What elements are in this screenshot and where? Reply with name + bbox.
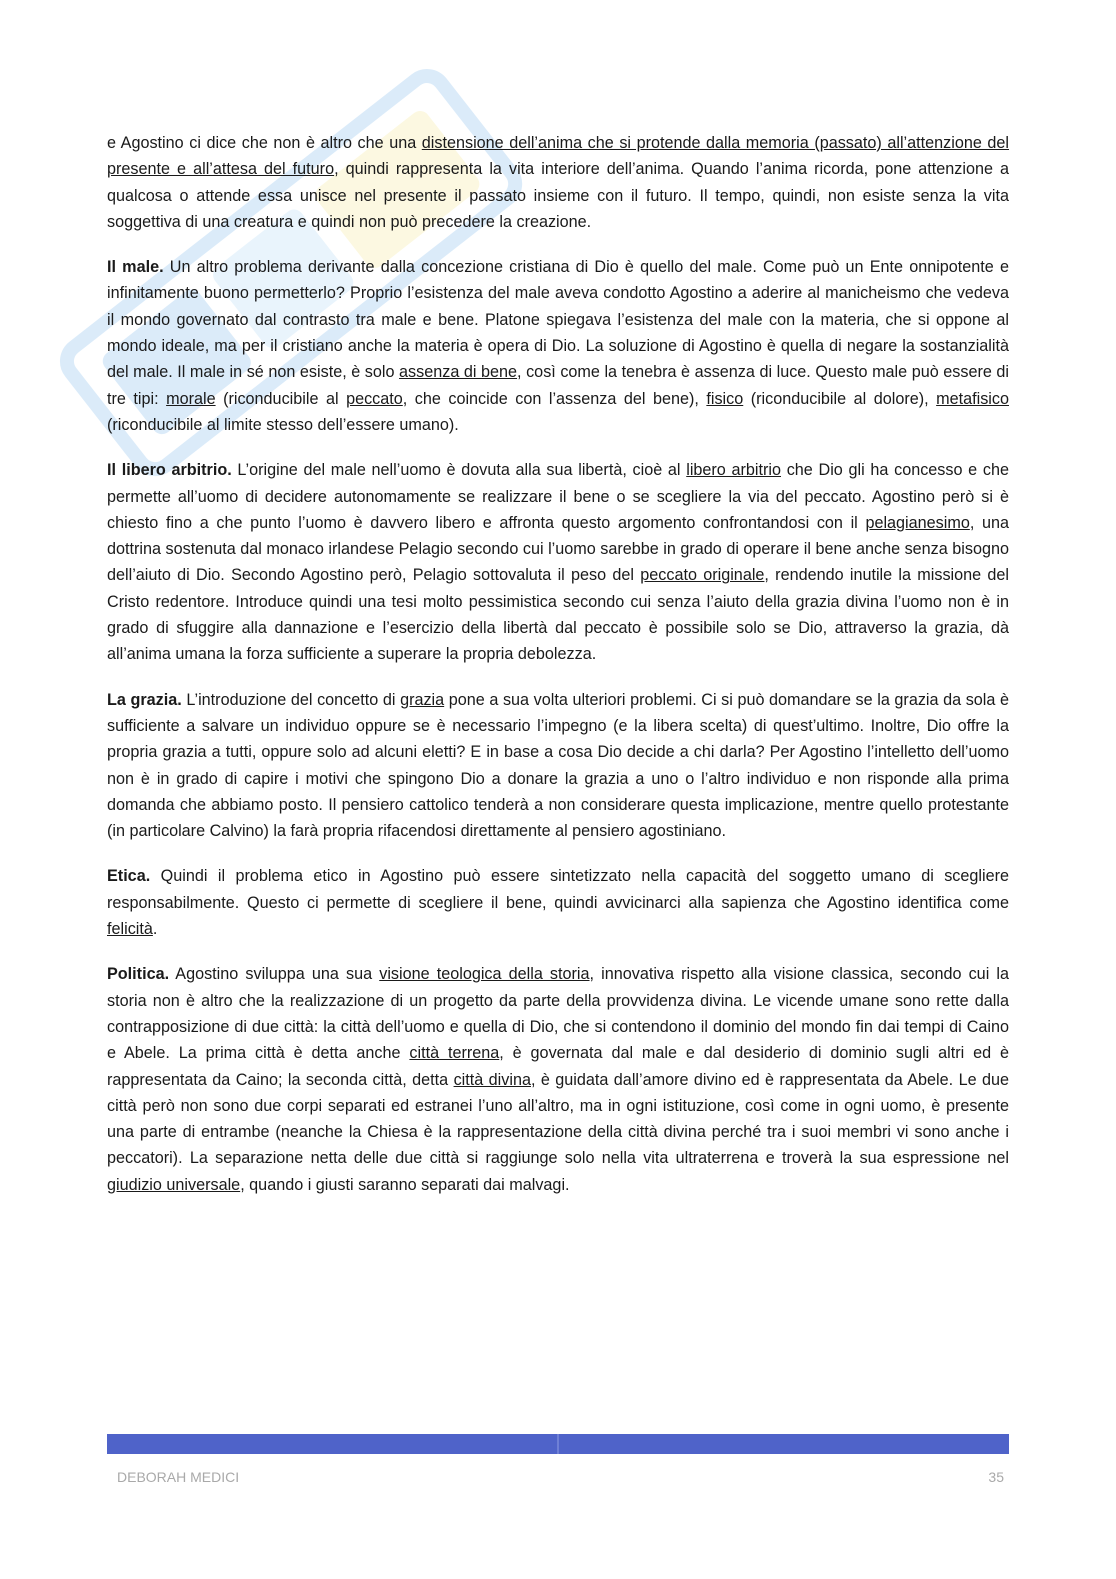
paragraph-politica bbox=[107, 961, 1009, 1198]
underlined-term: distensione dell’anima che si protende dalla memoria (passato) all’attenzione del presente e all’attesa del futuro bbox=[107, 134, 1010, 179]
section-heading: Il libero arbitrio. bbox=[107, 461, 232, 480]
paragraph-il-male bbox=[107, 254, 1009, 438]
text-run: , quando i giusti saranno separati dai malvagi. bbox=[240, 1175, 570, 1194]
text-run: , una dottrina sostenuta dal monaco irlandese Pelagio secondo cui l’uomo sarebbe in grado di operare il bene anche senza bisogno dell’aiuto di Dio. Secondo Agostino però, Pelagio sottovaluta il peso del bbox=[107, 513, 1009, 585]
underlined-term: metafisico bbox=[936, 389, 1009, 408]
section-heading: Etica. bbox=[107, 867, 151, 886]
underlined-term: peccato originale bbox=[640, 566, 765, 585]
text-run: , è guidata dall’amore divino ed è rappresentata da Abele. Le due città però non sono due corpi separati ed estranei l’uno all’altro, ma in ogni istituzione, così come in ogni uomo, è presente una parte di entrambe (neanche la Chiesa è la rappresentazione della città divina perché tra i suoi membri vi sono anche i peccatori). La separazione netta delle due città si raggiunge solo nella vita ultraterrena e troverà la sua espressione nel bbox=[107, 1070, 1009, 1168]
text-run: , è governata dal male e dal desiderio di dominio sugli altri ed è rappresentata da Caino; la seconda città, detta bbox=[107, 1044, 1009, 1089]
text-run: che Dio gli ha concesso e che permette all’uomo di decidere autonomamente se realizzare il bene o se scegliere la via del peccato. Agostino però si è chiesto fino a che punto l’uomo è davvero libero e affronta questo argomento confrontandosi con il bbox=[107, 461, 1009, 532]
section-heading: La grazia. bbox=[107, 690, 182, 709]
underlined-term: felicità bbox=[107, 920, 153, 939]
underlined-term: fisico bbox=[706, 389, 744, 408]
paragraph-la-grazia bbox=[107, 687, 1009, 845]
text-run: , che coincide con l’assenza del bene), bbox=[402, 389, 707, 408]
underlined-term: pelagianesimo bbox=[865, 513, 970, 532]
footer-author: DEBORAH MEDICI bbox=[117, 1469, 240, 1485]
text-run: L’introduzione del concetto di bbox=[181, 690, 401, 709]
text-run: Un altro problema derivante dalla concezione cristiana di Dio è quello del male. Come può un Ente onnipotente e infinitamente buono permetterlo? Proprio l’esistenza del male aveva condotto Agostino a aderire al manicheismo che vedeva il mondo governato dal contrasto tra male e bene. Platone spiegava l’esistenza del male con la materia, che si oppone al mondo ideale, ma per il cristiano anche la materia è opera di Dio. La soluzione di Agostino è quella di negare la sostanzialità del male. Il male in sé non esiste, è solo bbox=[107, 258, 1009, 382]
underlined-term: libero arbitrio bbox=[686, 461, 781, 480]
text-run: pone a sua volta ulteriori problemi. Ci si può domandare se la grazia da sola è sufficiente a salvare un individuo oppure se è necessario l’impegno (e la libera scelta) di quest’ultimo. Inoltre, Dio offre la propria grazia a tutti, oppure solo ad alcuni eletti? E in base a cosa Dio decide a chi darla? Per Agostino l’intelletto dell’uomo non è in grado di capire i motivi che spingono Dio a donare la grazia a uno o l’altro individuo e non risponde alla prima domanda che abbiamo posto. Il pensiero cattolico tenderà a non considerare questa implicazione, mentre quello protestante (in particolare Calvino) la farà propria rifacendosi direttamente al pensiero agostiniano. bbox=[107, 690, 1010, 841]
underlined-term: visione teologica della storia bbox=[379, 965, 590, 984]
text-run: Agostino sviluppa una sua bbox=[169, 965, 380, 984]
underlined-term: peccato bbox=[346, 389, 403, 408]
text-run: (riconducibile al limite stesso dell’essere umano). bbox=[107, 415, 459, 434]
paragraph-libero-arbitrio bbox=[107, 457, 1009, 667]
document-body bbox=[107, 130, 1009, 1217]
text-run: (riconducibile al dolore), bbox=[743, 389, 937, 408]
underlined-term: assenza di bene bbox=[399, 363, 518, 382]
text-run: , rendendo inutile la missione del Cristo redentore. Introduce quindi una tesi molto pessimistica secondo cui senza l’aiuto della grazia divina l’uomo non è in grado di sfuggire alla dannazione e l’esercizio della libertà dal peccato è possibile solo se Dio, attraverso la grazia, dà all’anima umana la forza sufficiente a superare la propria debolezza. bbox=[107, 566, 1010, 664]
text-run: Quindi il problema etico in Agostino può essere sintetizzato nella capacità del soggetto umano di scegliere responsabilmente. Questo ci permette di scegliere il bene, quindi avvicinarci alla sapienza che Agostino identifica come bbox=[107, 867, 1009, 912]
paragraph-tempo bbox=[107, 130, 1009, 235]
text-run: , quindi rappresenta la vita interiore dell’anima. Quando l’anima ricorda, pone attenzione a qualcosa o attende essa unisce nel presente il passato insieme con il futuro. Il tempo, quindi, non esiste senza la vita soggettiva di una creatura e quindi non può precedere la creazione. bbox=[107, 160, 1010, 231]
underlined-term: grazia bbox=[400, 690, 445, 709]
text-run: L’origine del male nell’uomo è dovuta alla sua libertà, cioè al bbox=[231, 461, 687, 480]
page-number: 35 bbox=[988, 1469, 1004, 1485]
text-run: (riconducibile al bbox=[215, 389, 347, 408]
section-heading: Politica. bbox=[107, 965, 170, 984]
text-run: . bbox=[152, 920, 158, 939]
section-heading: Il male. bbox=[107, 258, 164, 277]
underlined-term: morale bbox=[166, 389, 216, 408]
underlined-term: città terrena bbox=[409, 1044, 500, 1063]
paragraph-etica bbox=[107, 863, 1009, 942]
text-run: , innovativa rispetto alla visione classica, secondo cui la storia non è altro che la realizzazione di un progetto da parte della provvidenza divina. Le vicende umane sono rette dalla contrapposizione di due città: la città dell’uomo e quella di Dio, che si contendono il dominio del mondo fin dai tempi di Caino e Abele. La prima città è detta anche bbox=[107, 965, 1009, 1063]
footer-accent-bar bbox=[107, 1434, 1009, 1454]
underlined-term: giudizio universale bbox=[107, 1175, 241, 1194]
underlined-term: città divina bbox=[453, 1070, 531, 1089]
text-run: e Agostino ci dice che non è altro che una bbox=[107, 134, 422, 152]
text-run: , così come la tenebra è assenza di luce. Questo male può essere di tre tipi: bbox=[107, 363, 1009, 408]
